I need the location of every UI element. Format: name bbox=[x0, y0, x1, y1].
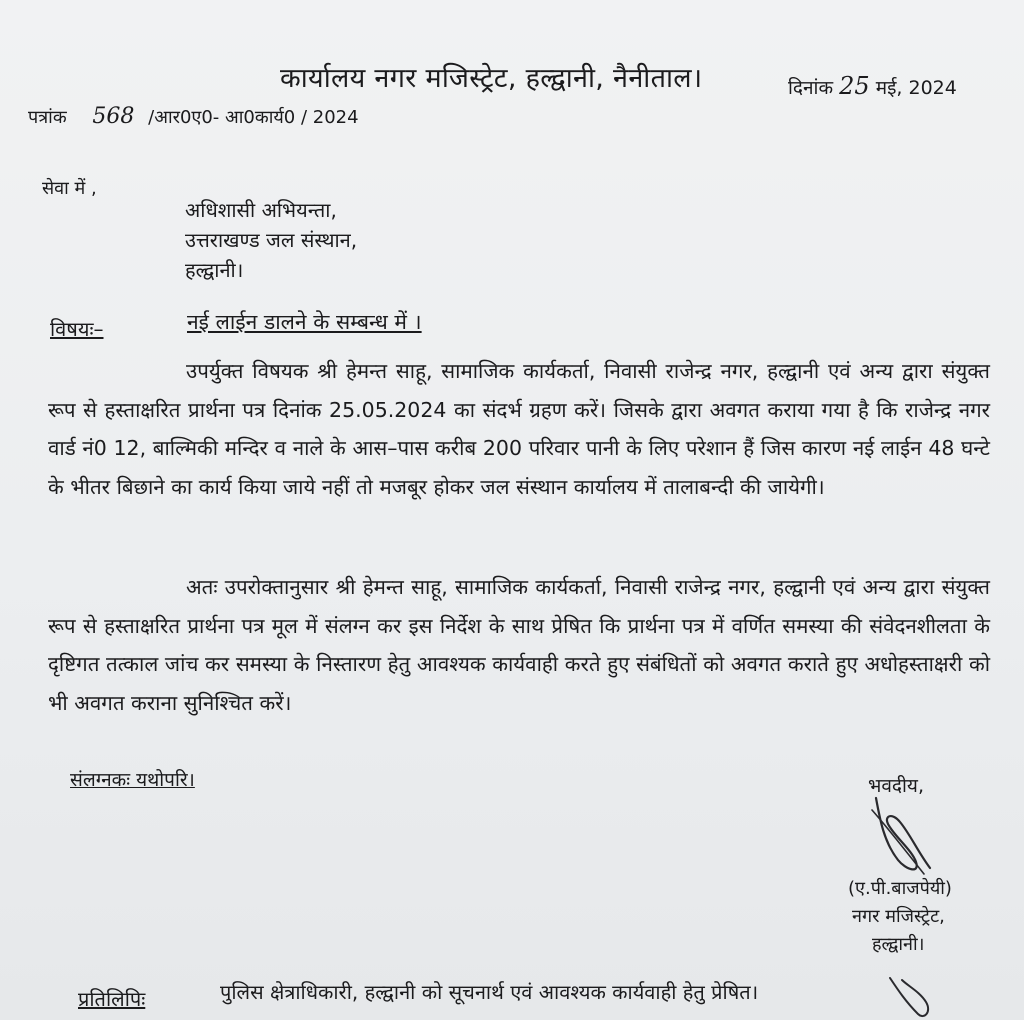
salutation: सेवा में , bbox=[42, 178, 97, 199]
handwritten-initial bbox=[880, 972, 940, 1020]
body-paragraph bbox=[48, 568, 990, 722]
signatory-designation: नगर मजिस्ट्रेट, bbox=[852, 906, 945, 927]
copy-text: पुलिस क्षेत्राधिकारी, हल्द्वानी को सूचनार्थ एवं आवश्यक कार्यवाही हेतु प्रेषित। bbox=[220, 980, 759, 1004]
subject-text: नई लाईन डालने के सम्बन्ध में । bbox=[187, 310, 422, 334]
subject-label: विषयः– bbox=[50, 317, 104, 341]
recipient-line: हल्द्वानी। bbox=[185, 258, 244, 282]
date-handwritten-day: 25 bbox=[839, 72, 870, 100]
letter-date bbox=[788, 72, 957, 100]
recipient-line: अधिशासी अभियन्ता, bbox=[185, 198, 337, 222]
reference-line bbox=[28, 104, 359, 129]
reference-number-handwritten: 568 bbox=[92, 104, 135, 129]
recipient-line: उत्तराखण्ड जल संस्थान, bbox=[185, 228, 358, 252]
signatory-name: (ए.पी.बाजपेयी) bbox=[848, 878, 952, 899]
copy-label: प्रतिलिपिः bbox=[78, 987, 146, 1011]
reference-label: पत्रांक bbox=[28, 107, 67, 128]
signatory-place: हल्द्वानी। bbox=[872, 934, 925, 955]
date-label: दिनांक bbox=[788, 77, 834, 99]
reference-code: /आर0ए0- आ0कार्य0 / 2024 bbox=[148, 107, 359, 128]
date-month-year: मई, 2024 bbox=[875, 77, 957, 99]
paragraph-text: अतः उपरोक्तानुसार श्री हेमन्त साहू, सामाजिक कार्यकर्ता, निवासी राजेन्द्र नगर, हल्द्वानी एवं अन्य द्वारा संयुक्त रूप से हस्ताक्षरित प्रार्थना पत्र मूल में संलग्न कर इस निर्देश के साथ प्रेषित कि प्रार्थना पत्र में वर्णित समस्या की संवेदनशीलता के दृष्टिगत तत्काल जांच कर समस्या के निस्तारण हेतु आवश्यक कार्यवाही करते हुए संबंधितों को अवगत कराते हुए अधोहस्ताक्षरी को भी अवगत कराना सुनिश्चित करें। bbox=[48, 575, 990, 715]
handwritten-signature bbox=[858, 790, 948, 880]
enclosure-note: संलग्नकः यथोपरि। bbox=[70, 769, 195, 791]
office-title: कार्यालय नगर मजिस्ट्रेट, हल्द्वानी, नैनीताल। bbox=[280, 63, 703, 94]
closing-text: भवदीय, bbox=[868, 775, 924, 797]
paragraph-text: उपर्युक्त विषयक श्री हेमन्त साहू, सामाजिक कार्यकर्ता, निवासी राजेन्द्र नगर, हल्द्वानी एवं अन्य द्वारा संयुक्त रूप से हस्ताक्षरित प्रार्थना पत्र दिनांक 25.05.2024 का संदर्भ ग्रहण करें। जिसके द्वारा अवगत कराया गया है कि राजेन्द्र नगर वार्ड नं0 12, बाल्मिकी मन्दिर व नाले के आस–पास करीब 200 परिवार पानी के लिए परेशान हैं जिस कारण नई लाईन 48 घन्टे के भीतर बिछाने का कार्य किया जाये नहीं तो मजबूर होकर जल संस्थान कार्यालय में तालाबन्दी की जायेगी। bbox=[48, 359, 990, 499]
body-paragraph bbox=[48, 352, 990, 506]
